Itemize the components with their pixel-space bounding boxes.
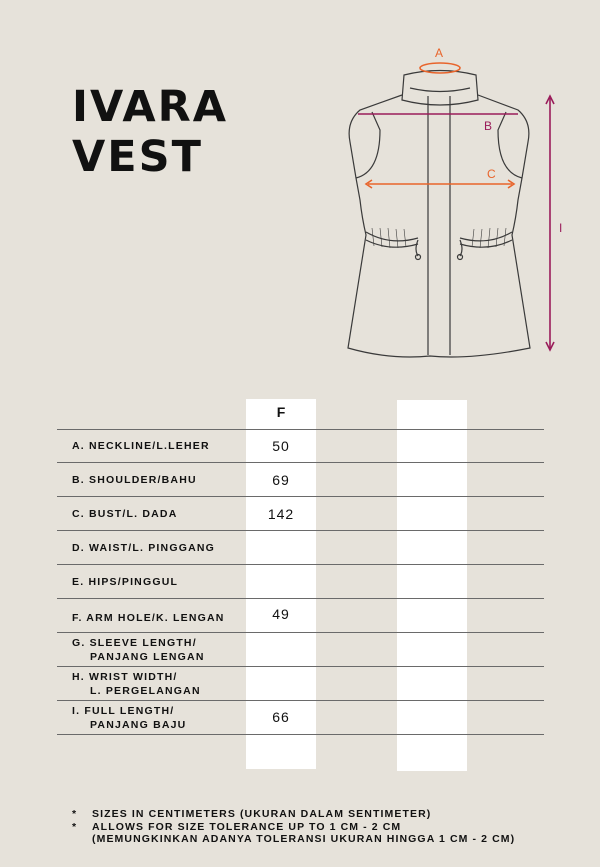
row-label-full-length: I. FULL LENGTH/ PANJANG BAJU	[72, 705, 187, 731]
row-divider	[57, 734, 544, 735]
label-c: C	[487, 167, 496, 181]
row-label-waist: D. WAIST/L. PINGGANG	[72, 542, 216, 554]
size-column-blank	[397, 400, 467, 771]
row-divider	[57, 632, 544, 633]
label-a: A	[435, 46, 444, 60]
row-label-shoulder: B. SHOULDER/BAHU	[72, 474, 197, 486]
note-tolerance: * ALLOWS FOR SIZE TOLERANCE UP TO 1 CM - 2 CM	[72, 820, 402, 833]
row-label-hips: E. HIPS/PINGGUL	[72, 576, 179, 588]
note-tolerance-translation: (MEMUNGKINKAN ADANYA TOLERANSI UKURAN HINGGA 1 CM - 2 CM)	[92, 833, 516, 845]
row-value-bust: 142	[267, 506, 295, 522]
row-value-neckline: 50	[272, 438, 290, 454]
title-line-2: VEST	[72, 132, 203, 182]
row-divider	[57, 462, 544, 463]
title-line-1: IVARA	[72, 82, 229, 132]
row-divider	[57, 496, 544, 497]
row-divider	[57, 666, 544, 667]
row-divider	[57, 598, 544, 599]
row-divider	[57, 700, 544, 701]
row-label-arm-hole: F. ARM HOLE/K. LENGAN	[72, 612, 225, 624]
neckline-marker	[420, 63, 460, 73]
row-label-wrist-width: H. WRIST WIDTH/ L. PERGELANGAN	[72, 671, 201, 697]
label-b: B	[484, 119, 493, 133]
row-divider	[57, 564, 544, 565]
row-value-full-length: 66	[272, 709, 290, 725]
footnotes	[72, 808, 515, 846]
row-label-sleeve-length: G. SLEEVE LENGTH/ PANJANG LENGAN	[72, 637, 205, 663]
vest-measurement-diagram	[330, 40, 570, 360]
label-i: I	[559, 221, 563, 235]
note-sizes: * SIZES IN CENTIMETERS (UKURAN DALAM SENTIMETER)	[72, 808, 432, 820]
row-label-bust: C. BUST/L. DADA	[72, 508, 178, 520]
size-header-f: F	[276, 404, 286, 420]
row-divider	[57, 429, 544, 430]
product-title	[72, 82, 228, 182]
row-value-arm-hole: 49	[272, 606, 290, 622]
row-label-neckline: A. NECKLINE/L.LEHER	[72, 440, 210, 452]
row-divider	[57, 530, 544, 531]
row-value-shoulder: 69	[272, 472, 290, 488]
